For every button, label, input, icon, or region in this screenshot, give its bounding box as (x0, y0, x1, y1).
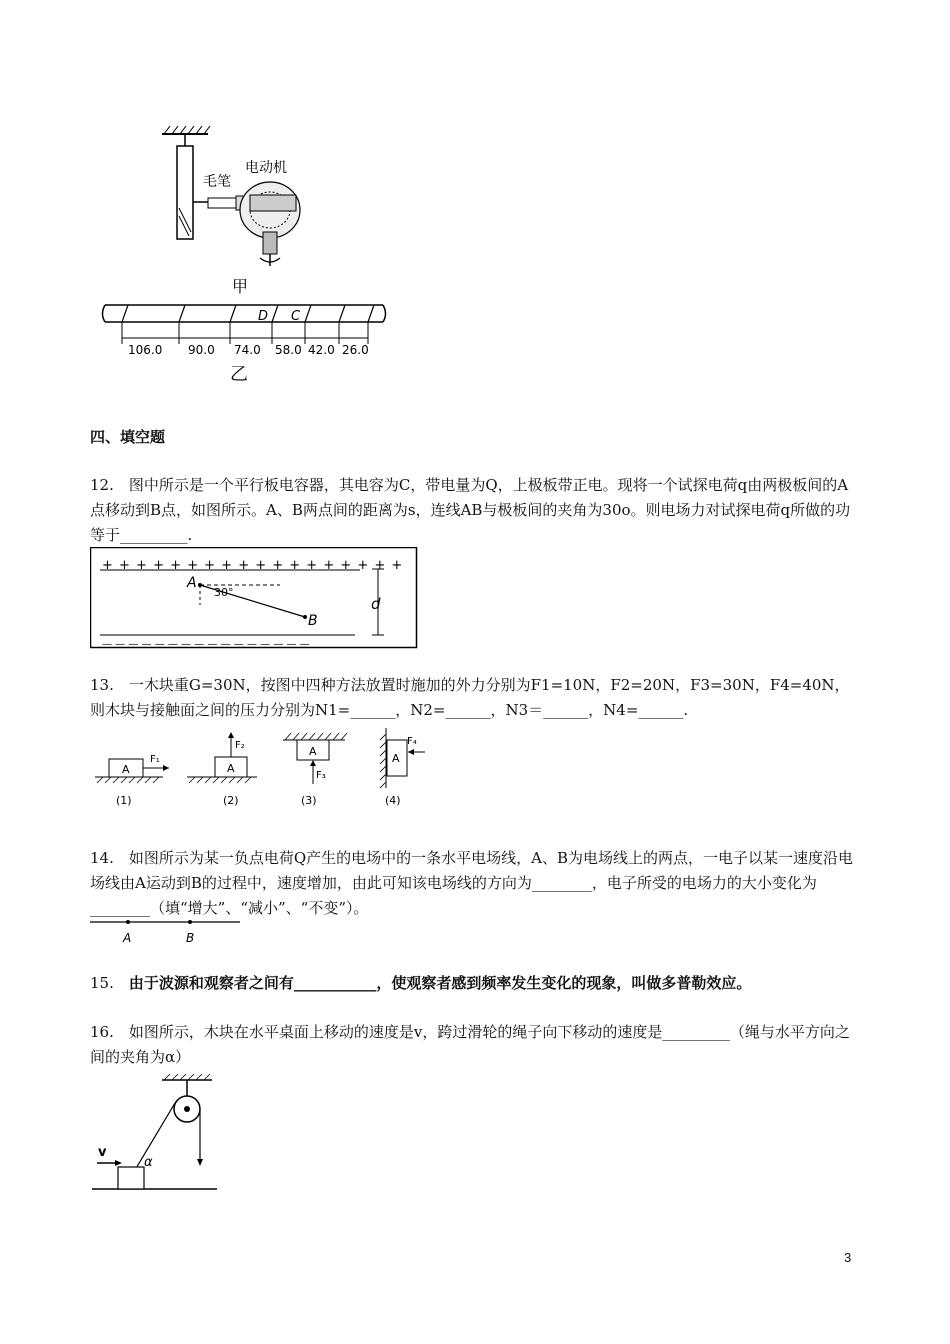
segment-6: 26.0 (342, 343, 369, 357)
question-12-text: 12. 图中所示是一个平行板电容器，其电容为C，带电量为Q，上极板带正电。现将一个试探电荷q由两极板间的A点移动到B点，如图所示。A、B两点间的距离为s，连线AB与极板间的夹角为30o。则电场力对试探电荷q所做的功等于_________. (90, 476, 851, 544)
block-2: A (227, 762, 235, 775)
caption-3: (3) (301, 794, 317, 807)
angle-label: 30° (214, 586, 234, 599)
figure-yi (100, 300, 400, 385)
point-d: D (258, 309, 269, 324)
force-f3: F₃ (316, 770, 326, 781)
distance-d: d (371, 595, 381, 613)
question-15-text: 由于波源和观察者之间有___________，使观察者感到频率发生变化的现象，叫做多普勒效应。 (128, 974, 752, 992)
motor-label: 电动机 (245, 160, 287, 176)
point-a: A (187, 575, 197, 591)
caption-jia: 甲 (232, 277, 249, 296)
question-14-text: 14. 如图所示为某一负点电荷Q产生的电场中的一条水平电场线，A、B为电场线上的两点，一电子以某一速度沿电场线由A运动到B的过程中，速度增加，由此可知该电场线的方向为________，电子所受的电场力的大小变化为________（填“增大”、“减小”、“不变”）。 (90, 849, 854, 917)
point-c: C (291, 309, 301, 324)
positive-plate: + + + + + + + + + + + + + + + + + + (102, 558, 404, 573)
question-15-number: 15. (90, 974, 129, 992)
block-4: A (392, 752, 400, 765)
page-number: 3 (844, 1250, 852, 1265)
segment-4: 58.0 (275, 343, 302, 357)
segment-1: 106.0 (128, 343, 163, 357)
question-13-text: 13. 一木块重G=30N，按图中四种方法放置时施加的外力分别为F1=10N，F2=20N，F3=30N，F4=40N，则木块与接触面之间的压力分别为N1=______，N2=______，N3＝______，N4=______. (90, 676, 850, 719)
field-line-figure (90, 914, 250, 946)
segment-3: 74.0 (234, 343, 261, 357)
force-f4: F₄ (407, 736, 417, 747)
force-f2: F₂ (235, 740, 245, 751)
caption-yi: 乙 (230, 364, 248, 385)
negative-plate: — — — — — — — — — — — — — — — — (102, 639, 310, 649)
block-3: A (309, 745, 317, 758)
point-b: B (186, 931, 195, 945)
question-16-text: 16. 如图所示，木块在水平桌面上移动的速度是v，跨过滑轮的绳子向下移动的速度是_________（绳与水平方向之间的夹角为α） (90, 1023, 850, 1066)
force-figures (95, 728, 425, 814)
pen-label: 毛笔 (203, 174, 231, 190)
angle-alpha: α (144, 1155, 153, 1170)
figure-jia (150, 120, 320, 300)
block-1: A (122, 763, 130, 776)
caption-4: (4) (385, 794, 401, 807)
segment-5: 42.0 (308, 343, 335, 357)
point-b: B (308, 613, 318, 629)
segment-2: 90.0 (188, 343, 215, 357)
section-heading: 四、填空题 (90, 428, 166, 446)
capacitor-figure (90, 547, 418, 649)
question-15 (90, 971, 860, 996)
caption-1: (1) (116, 794, 132, 807)
force-f1: F₁ (150, 754, 160, 765)
point-a: A (123, 931, 132, 945)
velocity-v: v (98, 1145, 107, 1160)
pulley-figure (92, 1072, 220, 1194)
caption-2: (2) (223, 794, 239, 807)
